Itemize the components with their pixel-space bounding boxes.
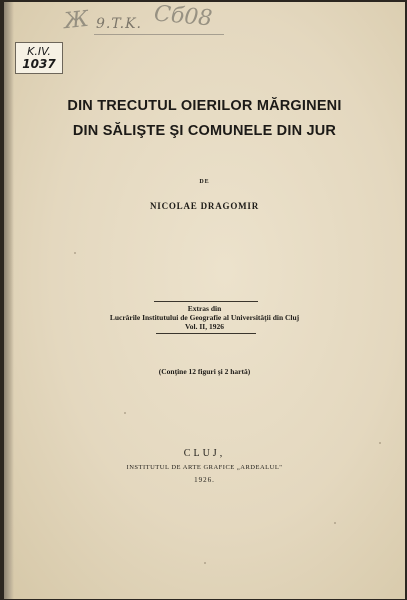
handwritten-mark-left: Ж (62, 6, 90, 35)
handwritten-mark-right: Cб08 (153, 2, 214, 32)
shelf-label-sticker (15, 42, 63, 74)
paper-speck (334, 522, 336, 524)
binding-edge (4, 2, 14, 599)
handwritten-mark-middle: 9.T.K. (96, 16, 142, 32)
handwritten-underline (94, 34, 224, 35)
handwritten-notes (44, 4, 404, 38)
book-cover-page (4, 2, 405, 599)
paper-speck (204, 562, 206, 564)
author-name: NICOLAE DRAGOMIR (149, 201, 260, 211)
shelf-label-line2: 1037 (22, 57, 56, 71)
extract-line-1: Extras din (187, 304, 222, 313)
contents-note: (Conţine 12 figuri şi 2 hartă) (158, 367, 251, 376)
extract-top-rule (154, 301, 258, 302)
imprint-city: CLUJ, (183, 448, 226, 459)
extract-line-3: Vol. II, 1926 (185, 322, 224, 331)
paper-speck (379, 442, 381, 444)
extract-line-2: Lucrările Institutului de Geografie al Universităţii din Cluj (109, 313, 300, 322)
title-line-2: DIN SĂLIŞTE ŞI COMUNELE DIN JUR (72, 123, 337, 139)
byline-word: DE (199, 179, 210, 185)
extract-bottom-rule (156, 333, 256, 334)
shelf-label-line1: K.IV. (27, 45, 51, 58)
paper-speck (124, 412, 126, 414)
paper-speck (74, 252, 76, 254)
imprint-year: 1926. (194, 476, 215, 484)
title-line-1: DIN TRECUTUL OIERILOR MĂRGINENI (67, 98, 342, 114)
imprint-press: INSTITUTUL DE ARTE GRAFICE „ARDEALUL" (126, 464, 283, 471)
